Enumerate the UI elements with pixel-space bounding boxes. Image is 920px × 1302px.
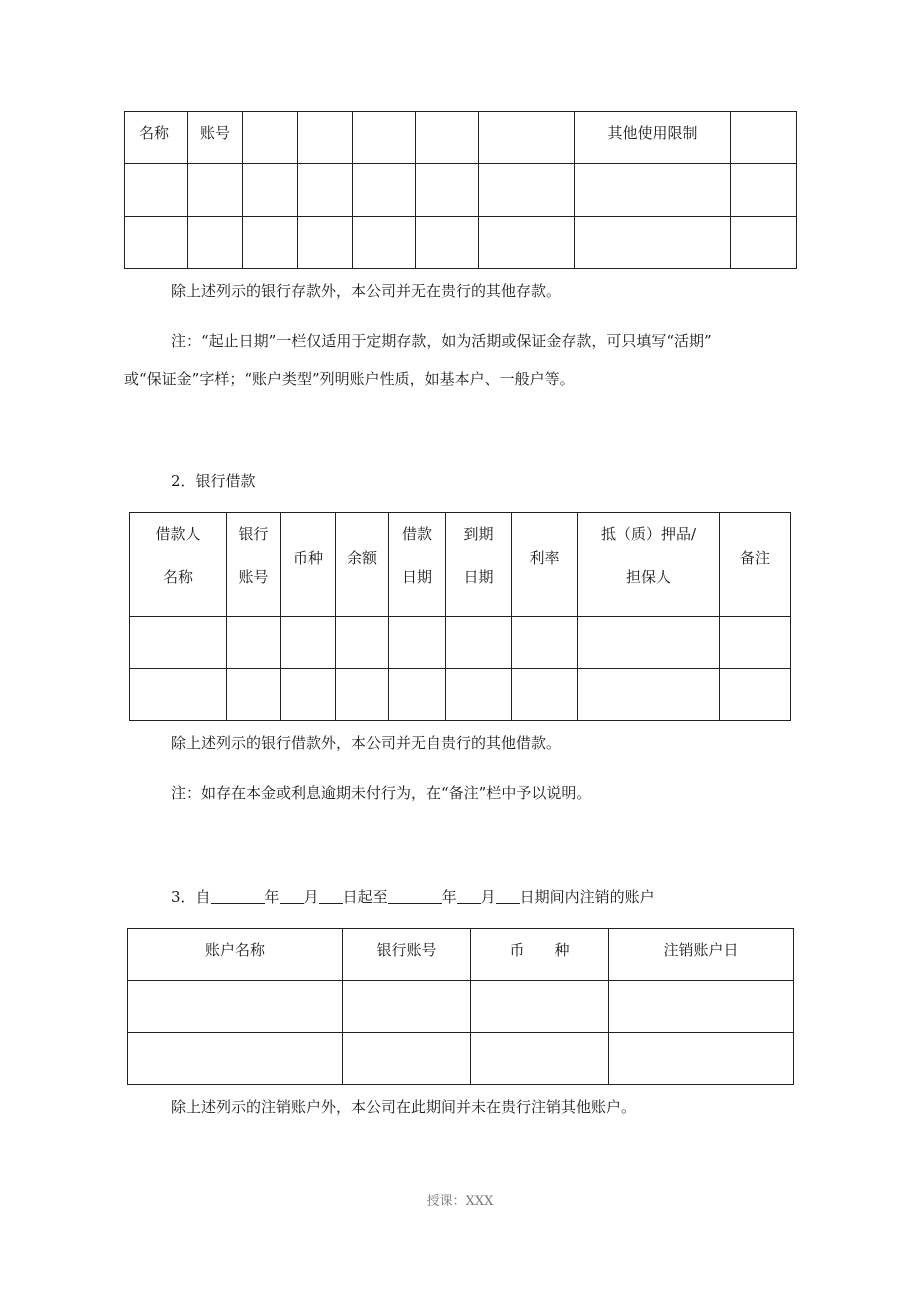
header-cell: 币 种 bbox=[471, 929, 609, 981]
table-row bbox=[130, 669, 791, 721]
header-cell bbox=[479, 112, 575, 164]
section3-month-label: 月 bbox=[303, 888, 319, 906]
section3-prefix: 3．自 bbox=[171, 888, 211, 906]
header-cell: 到期 日期 bbox=[446, 513, 512, 617]
header-cell: 银行 账号 bbox=[227, 513, 281, 617]
end-day-blank bbox=[496, 887, 520, 904]
table-header-row bbox=[130, 513, 791, 617]
header-cell bbox=[353, 112, 416, 164]
header-cell bbox=[731, 112, 797, 164]
table-header-row bbox=[128, 929, 794, 981]
end-month-blank bbox=[457, 887, 481, 904]
table-row bbox=[125, 164, 797, 217]
loan-table bbox=[129, 512, 791, 721]
closed-accounts-statement: 除上述列示的注销账户外，本公司在此期间并未在贵行注销其他账户。 bbox=[171, 1098, 637, 1116]
deposit-note-line2: 或“保证金”字样；“账户类型”列明账户性质，如基本户、一般户等。 bbox=[124, 370, 575, 388]
table-row bbox=[125, 217, 797, 269]
section3-year2-label: 年 bbox=[441, 888, 457, 906]
header-cell: 抵（质）押品/ 担保人 bbox=[578, 513, 720, 617]
header-cell: 借款 日期 bbox=[389, 513, 446, 617]
section3-suffix: 日期间内注销的账户 bbox=[519, 888, 655, 906]
header-cell: 利率 bbox=[512, 513, 578, 617]
start-day-blank bbox=[319, 887, 343, 904]
deposit-table bbox=[124, 111, 797, 269]
table-row bbox=[128, 1033, 794, 1085]
deposit-statement: 除上述列示的银行存款外，本公司并无在贵行的其他存款。 bbox=[171, 282, 562, 300]
header-cell: 借款人 名称 bbox=[130, 513, 227, 617]
section3-day-to-label: 日起至 bbox=[342, 888, 388, 906]
table-row bbox=[128, 981, 794, 1033]
section-title-closed-accounts bbox=[171, 886, 655, 907]
start-year-blank bbox=[211, 887, 265, 904]
header-cell: 其他使用限制 bbox=[575, 112, 731, 164]
header-cell bbox=[243, 112, 298, 164]
header-cell: 余额 bbox=[336, 513, 389, 617]
header-cell: 备注 bbox=[720, 513, 791, 617]
table-row bbox=[130, 617, 791, 669]
header-cell bbox=[416, 112, 479, 164]
loan-statement: 除上述列示的银行借款外，本公司并无自贵行的其他借款。 bbox=[171, 734, 562, 752]
closed-accounts-table bbox=[127, 928, 794, 1085]
header-cell: 账户名称 bbox=[128, 929, 343, 981]
deposit-note-line1: 注：“起止日期”一栏仅适用于定期存款，如为活期或保证金存款，可只填写“活期” bbox=[171, 332, 712, 350]
start-month-blank bbox=[280, 887, 304, 904]
section3-year-label: 年 bbox=[264, 888, 280, 906]
end-year-blank bbox=[388, 887, 442, 904]
header-cell bbox=[298, 112, 353, 164]
header-cell: 名称 bbox=[125, 112, 188, 164]
section3-month2-label: 月 bbox=[480, 888, 496, 906]
header-cell: 注销账户日 bbox=[609, 929, 794, 981]
table-header-row bbox=[125, 112, 797, 164]
page-footer: 授课：XXX bbox=[426, 1194, 494, 1209]
header-cell: 银行账号 bbox=[343, 929, 471, 981]
loan-note: 注：如存在本金或利息逾期未付行为，在“备注”栏中予以说明。 bbox=[171, 784, 592, 802]
section-title-bank-loans: 2．银行借款 bbox=[171, 472, 256, 490]
header-cell: 币种 bbox=[281, 513, 336, 617]
header-cell: 账号 bbox=[188, 112, 243, 164]
